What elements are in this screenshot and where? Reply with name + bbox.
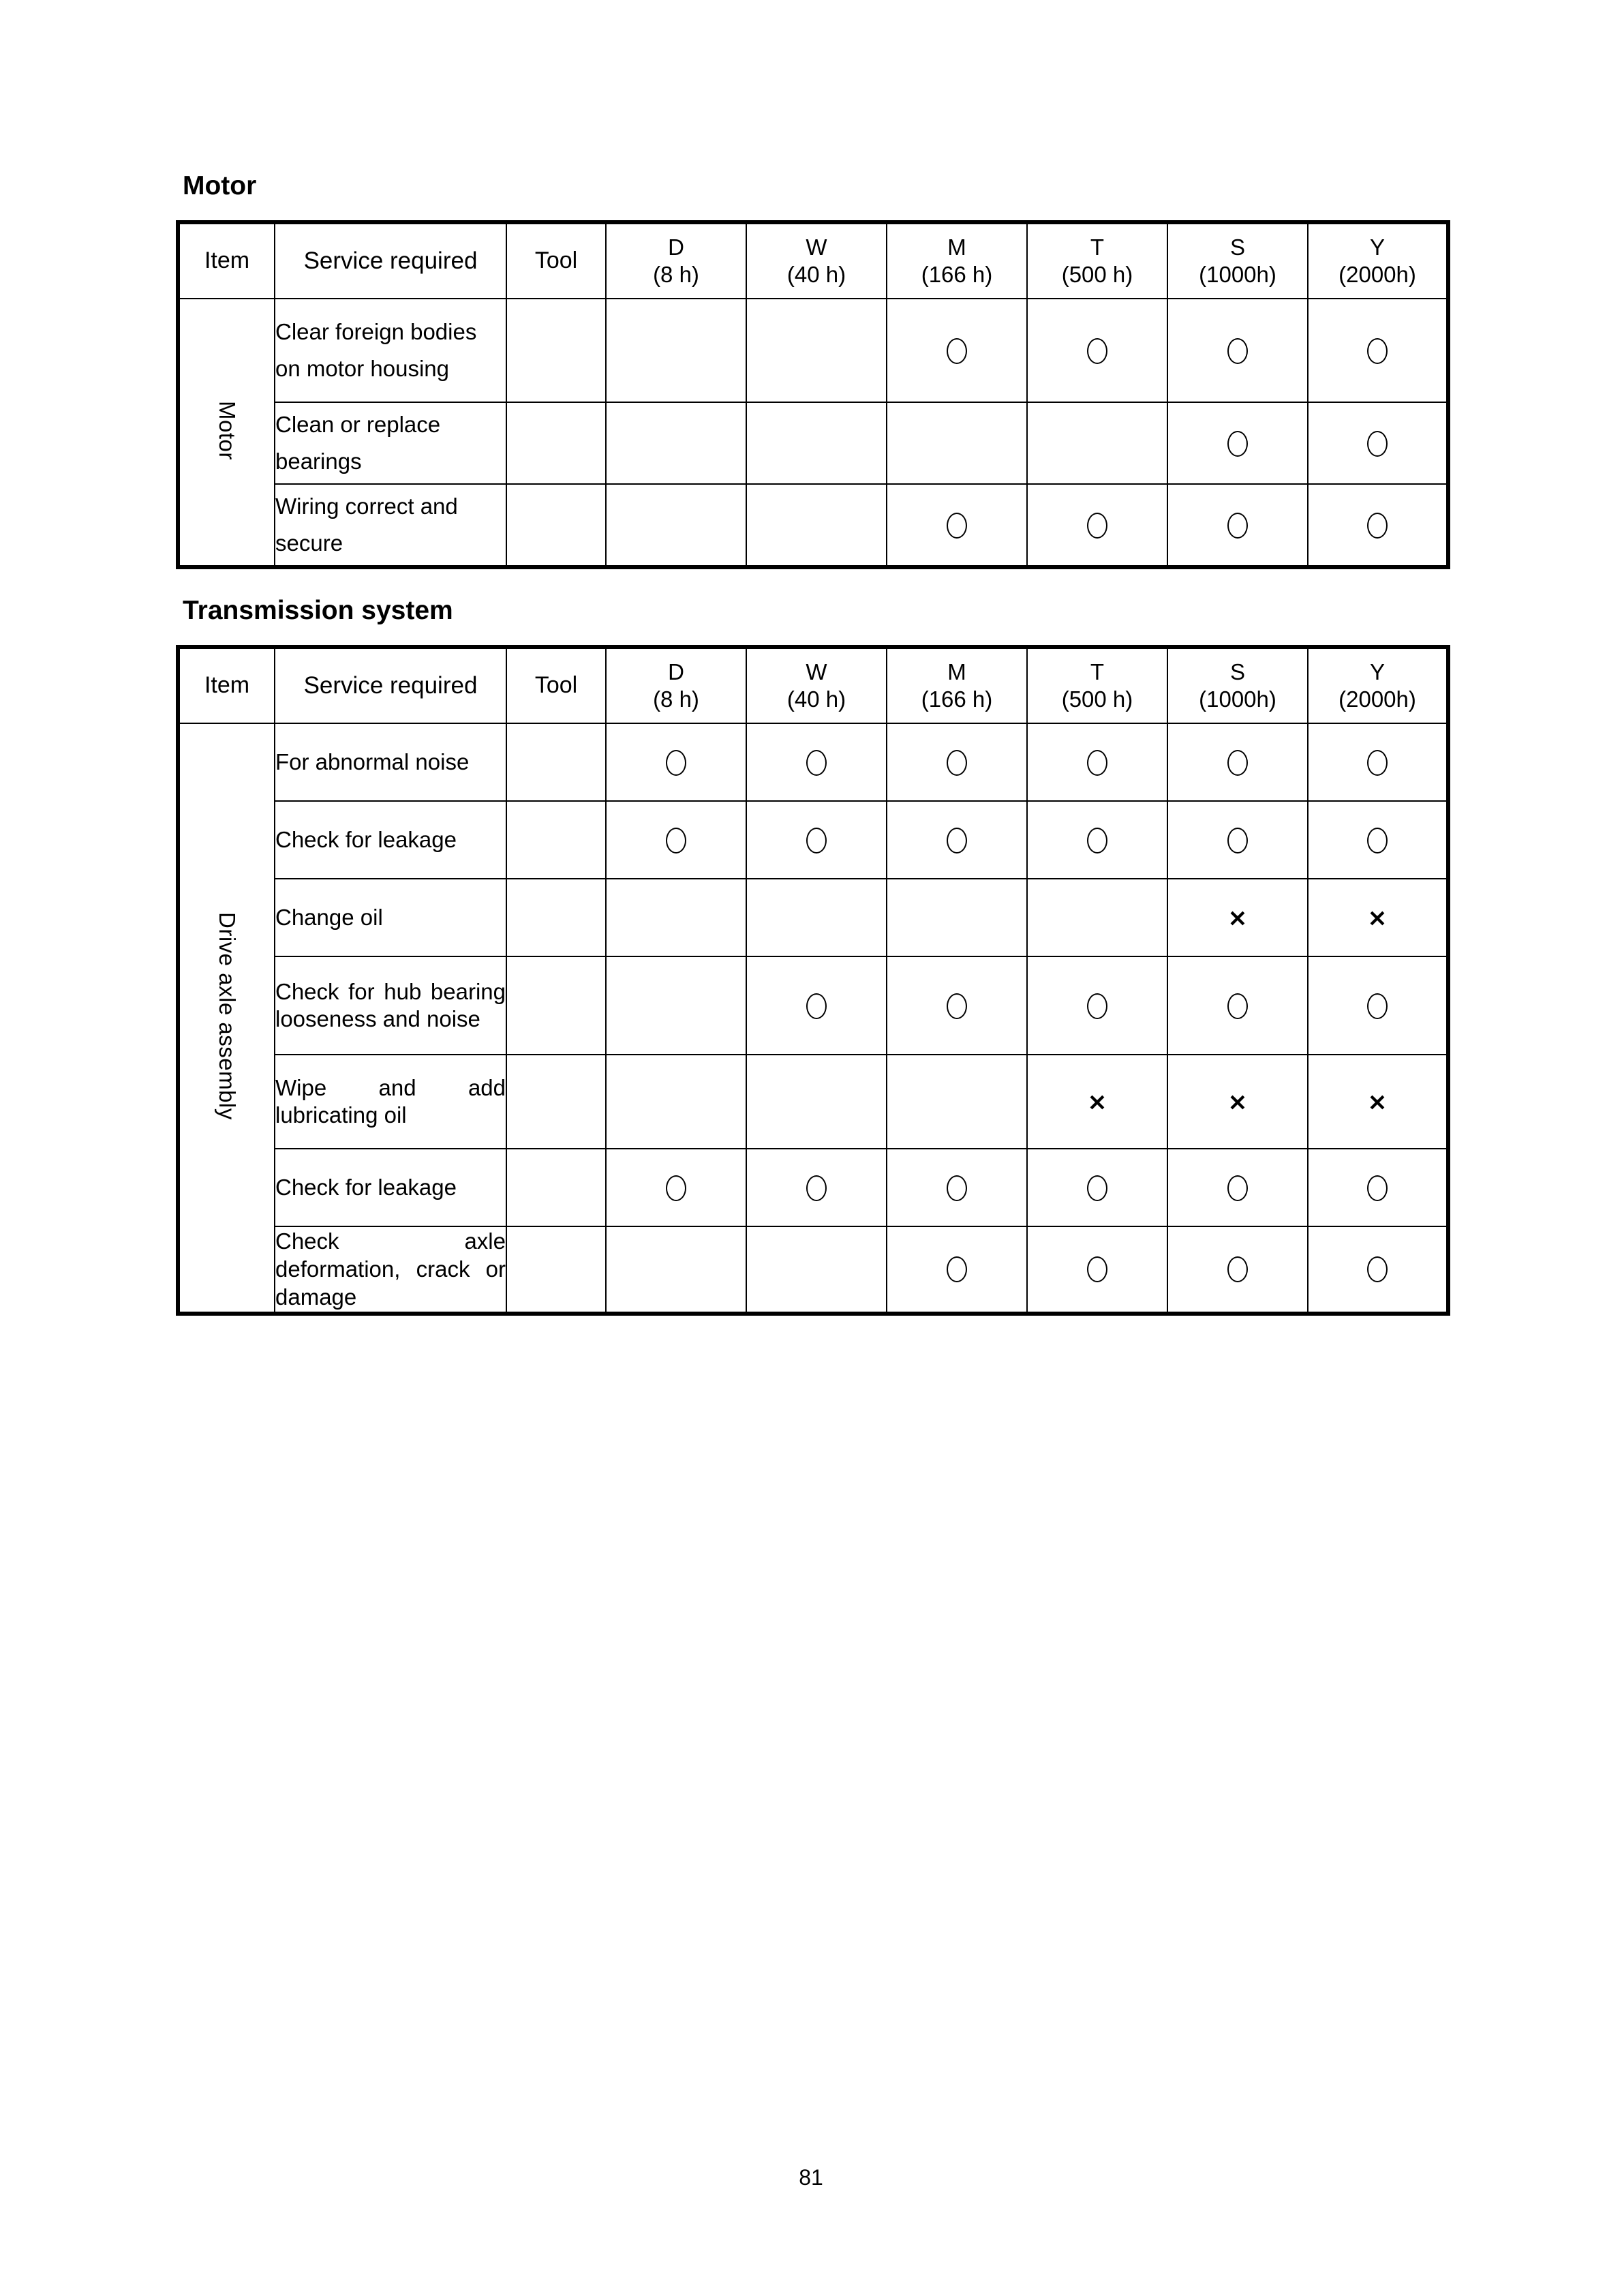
column-header-period-w bbox=[746, 222, 887, 299]
mark-cell-d bbox=[606, 801, 746, 879]
mark-cell-m bbox=[887, 402, 1027, 484]
period-hours-w: (40 h) bbox=[786, 261, 846, 287]
table-row bbox=[178, 1226, 1448, 1314]
column-header-period-m bbox=[887, 647, 1027, 723]
circle-marker-icon bbox=[1227, 431, 1248, 457]
column-header-tool: Tool bbox=[506, 647, 606, 723]
circle-marker-icon bbox=[1087, 828, 1107, 854]
tool-cell bbox=[506, 299, 606, 402]
period-hours-s: (1000h) bbox=[1199, 686, 1276, 712]
period-hours-t: (500 h) bbox=[1061, 261, 1133, 287]
mark-cell-w bbox=[746, 879, 887, 956]
mark-cell-m bbox=[887, 1149, 1027, 1226]
period-letter-t: T bbox=[1090, 659, 1105, 684]
column-header-period-y bbox=[1308, 222, 1448, 299]
circle-marker-icon bbox=[1367, 431, 1388, 457]
circle-marker-icon bbox=[1367, 993, 1388, 1019]
motor-table-body bbox=[178, 299, 1448, 567]
circle-marker-icon bbox=[666, 1175, 686, 1201]
column-header-period-d bbox=[606, 647, 746, 723]
period-hours-m: (166 h) bbox=[921, 261, 993, 287]
mark-cell-w bbox=[746, 956, 887, 1055]
mark-cell-w bbox=[746, 1149, 887, 1226]
rotated-label-text: Drive axle assembly bbox=[215, 911, 240, 1120]
mark-cell-m bbox=[887, 879, 1027, 956]
mark-cell-d bbox=[606, 1055, 746, 1149]
mark-cell-y bbox=[1308, 402, 1448, 484]
service-required-cell: Clear foreign bodies on motor housing bbox=[275, 299, 506, 402]
period-hours-y: (2000h) bbox=[1338, 261, 1416, 287]
mark-cell-m bbox=[887, 801, 1027, 879]
mark-cell-y bbox=[1308, 1055, 1448, 1149]
transmission-table-body bbox=[178, 723, 1448, 1314]
circle-marker-icon bbox=[806, 993, 827, 1019]
mark-cell-y bbox=[1308, 723, 1448, 801]
tool-cell bbox=[506, 956, 606, 1055]
mark-cell-y bbox=[1308, 1149, 1448, 1226]
mark-cell-d bbox=[606, 723, 746, 801]
motor-maintenance-table bbox=[176, 220, 1450, 569]
mark-cell-d bbox=[606, 299, 746, 402]
period-hours-d: (8 h) bbox=[653, 261, 699, 287]
column-header-service-required: Service required bbox=[275, 222, 506, 299]
circle-marker-icon bbox=[1087, 750, 1107, 776]
page-number: 81 bbox=[799, 2165, 823, 2190]
mark-cell-t bbox=[1027, 956, 1167, 1055]
circle-marker-icon bbox=[1227, 513, 1248, 539]
mark-cell-s bbox=[1167, 1226, 1308, 1314]
mark-cell-t bbox=[1027, 1055, 1167, 1149]
period-hours-m: (166 h) bbox=[921, 686, 993, 712]
period-letter-w: W bbox=[806, 659, 827, 684]
period-letter-m: M bbox=[947, 234, 966, 260]
period-letter-w: W bbox=[806, 234, 827, 260]
circle-marker-icon bbox=[1227, 828, 1248, 854]
service-required-cell: Check for leakage bbox=[275, 1149, 506, 1226]
table-header-row bbox=[178, 222, 1448, 299]
mark-cell-d bbox=[606, 956, 746, 1055]
period-hours-w: (40 h) bbox=[786, 686, 846, 712]
mark-cell-t bbox=[1027, 801, 1167, 879]
column-header-item: Item bbox=[178, 647, 275, 723]
mark-cell-y bbox=[1308, 801, 1448, 879]
table-row bbox=[178, 723, 1448, 801]
column-header-period-m bbox=[887, 222, 1027, 299]
mark-cell-y bbox=[1308, 299, 1448, 402]
circle-marker-icon bbox=[1367, 338, 1388, 364]
table-row bbox=[178, 879, 1448, 956]
period-hours-s: (1000h) bbox=[1199, 261, 1276, 287]
circle-marker-icon bbox=[947, 1175, 967, 1201]
circle-marker-icon bbox=[1227, 1256, 1248, 1282]
mark-cell-t bbox=[1027, 879, 1167, 956]
circle-marker-icon bbox=[1087, 1175, 1107, 1201]
mark-cell-s bbox=[1167, 723, 1308, 801]
cross-marker-icon: ✕ bbox=[1228, 1090, 1247, 1116]
mark-cell-t bbox=[1027, 402, 1167, 484]
circle-marker-icon bbox=[1367, 1256, 1388, 1282]
table-row bbox=[178, 956, 1448, 1055]
period-letter-t: T bbox=[1090, 234, 1105, 260]
mark-cell-m bbox=[887, 956, 1027, 1055]
tool-cell bbox=[506, 1055, 606, 1149]
circle-marker-icon bbox=[1227, 338, 1248, 364]
table-row bbox=[178, 484, 1448, 567]
circle-marker-icon bbox=[806, 1175, 827, 1201]
mark-cell-d bbox=[606, 879, 746, 956]
mark-cell-w bbox=[746, 723, 887, 801]
service-required-cell: For abnormal noise bbox=[275, 723, 506, 801]
circle-marker-icon bbox=[1087, 1256, 1107, 1282]
circle-marker-icon bbox=[666, 750, 686, 776]
mark-cell-d bbox=[606, 1149, 746, 1226]
cross-marker-icon: ✕ bbox=[1368, 1090, 1387, 1116]
period-letter-y: Y bbox=[1369, 659, 1385, 684]
column-header-period-w bbox=[746, 647, 887, 723]
period-hours-d: (8 h) bbox=[653, 686, 699, 712]
mark-cell-w bbox=[746, 1055, 887, 1149]
circle-marker-icon bbox=[947, 338, 967, 364]
column-header-period-s bbox=[1167, 647, 1308, 723]
mark-cell-t bbox=[1027, 1226, 1167, 1314]
circle-marker-icon bbox=[947, 993, 967, 1019]
rotated-label-text: Motor bbox=[215, 400, 240, 460]
circle-marker-icon bbox=[1367, 828, 1388, 854]
column-header-period-t bbox=[1027, 222, 1167, 299]
mark-cell-y bbox=[1308, 879, 1448, 956]
circle-marker-icon bbox=[947, 1256, 967, 1282]
table-row bbox=[178, 402, 1448, 484]
mark-cell-s bbox=[1167, 299, 1308, 402]
cross-marker-icon: ✕ bbox=[1088, 1090, 1107, 1116]
mark-cell-w bbox=[746, 484, 887, 567]
mark-cell-s bbox=[1167, 956, 1308, 1055]
section-title-transmission-system: Transmission system bbox=[183, 595, 453, 625]
column-header-period-d bbox=[606, 222, 746, 299]
circle-marker-icon bbox=[1227, 993, 1248, 1019]
circle-marker-icon bbox=[1367, 750, 1388, 776]
column-header-period-y bbox=[1308, 647, 1448, 723]
circle-marker-icon bbox=[1367, 513, 1388, 539]
mark-cell-y bbox=[1308, 956, 1448, 1055]
mark-cell-s bbox=[1167, 402, 1308, 484]
transmission-maintenance-table bbox=[176, 645, 1450, 1316]
circle-marker-icon bbox=[947, 750, 967, 776]
mark-cell-m bbox=[887, 299, 1027, 402]
mark-cell-t bbox=[1027, 723, 1167, 801]
mark-cell-s bbox=[1167, 879, 1308, 956]
tool-cell bbox=[506, 801, 606, 879]
cross-marker-icon: ✕ bbox=[1228, 906, 1247, 932]
mark-cell-d bbox=[606, 1226, 746, 1314]
circle-marker-icon bbox=[666, 828, 686, 854]
column-header-item: Item bbox=[178, 222, 275, 299]
table-row bbox=[178, 801, 1448, 879]
circle-marker-icon bbox=[947, 513, 967, 539]
mark-cell-t bbox=[1027, 1149, 1167, 1226]
mark-cell-w bbox=[746, 1226, 887, 1314]
tool-cell bbox=[506, 879, 606, 956]
circle-marker-icon bbox=[947, 828, 967, 854]
tool-cell bbox=[506, 1149, 606, 1226]
cross-marker-icon: ✕ bbox=[1368, 906, 1387, 932]
tool-cell bbox=[506, 1226, 606, 1314]
period-letter-m: M bbox=[947, 659, 966, 684]
circle-marker-icon bbox=[1227, 750, 1248, 776]
circle-marker-icon bbox=[1367, 1175, 1388, 1201]
column-header-period-t bbox=[1027, 647, 1167, 723]
item-group-label-drive-axle-assembly bbox=[178, 723, 275, 1314]
period-letter-s: S bbox=[1229, 234, 1245, 260]
table-row bbox=[178, 299, 1448, 402]
table-header-row bbox=[178, 647, 1448, 723]
mark-cell-s bbox=[1167, 801, 1308, 879]
service-required-cell: Check for leakage bbox=[275, 801, 506, 879]
mark-cell-y bbox=[1308, 484, 1448, 567]
column-header-service-required: Service required bbox=[275, 647, 506, 723]
section-title-motor: Motor bbox=[183, 171, 257, 200]
mark-cell-d bbox=[606, 402, 746, 484]
service-required-cell: Wipe and add lubricating oil bbox=[275, 1055, 506, 1149]
circle-marker-icon bbox=[1087, 993, 1107, 1019]
mark-cell-y bbox=[1308, 1226, 1448, 1314]
circle-marker-icon bbox=[1227, 1175, 1248, 1201]
service-required-cell: Check axle deformation, crack or damage bbox=[275, 1226, 506, 1314]
service-required-cell: Check for hub bearing looseness and noise bbox=[275, 956, 506, 1055]
mark-cell-m bbox=[887, 1055, 1027, 1149]
page-content bbox=[176, 172, 1448, 1316]
mark-cell-s bbox=[1167, 1149, 1308, 1226]
mark-cell-t bbox=[1027, 299, 1167, 402]
period-letter-d: D bbox=[668, 234, 684, 260]
mark-cell-m bbox=[887, 484, 1027, 567]
mark-cell-s bbox=[1167, 1055, 1308, 1149]
mark-cell-w bbox=[746, 402, 887, 484]
table-row bbox=[178, 1055, 1448, 1149]
period-letter-s: S bbox=[1229, 659, 1245, 684]
tool-cell bbox=[506, 402, 606, 484]
mark-cell-d bbox=[606, 484, 746, 567]
mark-cell-m bbox=[887, 723, 1027, 801]
mark-cell-m bbox=[887, 1226, 1027, 1314]
period-letter-d: D bbox=[668, 659, 684, 684]
circle-marker-icon bbox=[806, 750, 827, 776]
service-required-cell: Clean or replace bearings bbox=[275, 402, 506, 484]
tool-cell bbox=[506, 723, 606, 801]
tool-cell bbox=[506, 484, 606, 567]
period-letter-y: Y bbox=[1369, 234, 1385, 260]
circle-marker-icon bbox=[1087, 513, 1107, 539]
period-hours-y: (2000h) bbox=[1338, 686, 1416, 712]
circle-marker-icon bbox=[1087, 338, 1107, 364]
column-header-tool: Tool bbox=[506, 222, 606, 299]
mark-cell-w bbox=[746, 299, 887, 402]
period-hours-t: (500 h) bbox=[1061, 686, 1133, 712]
item-group-label-motor bbox=[178, 299, 275, 567]
mark-cell-w bbox=[746, 801, 887, 879]
table-row bbox=[178, 1149, 1448, 1226]
mark-cell-s bbox=[1167, 484, 1308, 567]
service-required-cell: Wiring correct and secure bbox=[275, 484, 506, 567]
mark-cell-t bbox=[1027, 484, 1167, 567]
service-required-cell: Change oil bbox=[275, 879, 506, 956]
circle-marker-icon bbox=[806, 828, 827, 854]
column-header-period-s bbox=[1167, 222, 1308, 299]
